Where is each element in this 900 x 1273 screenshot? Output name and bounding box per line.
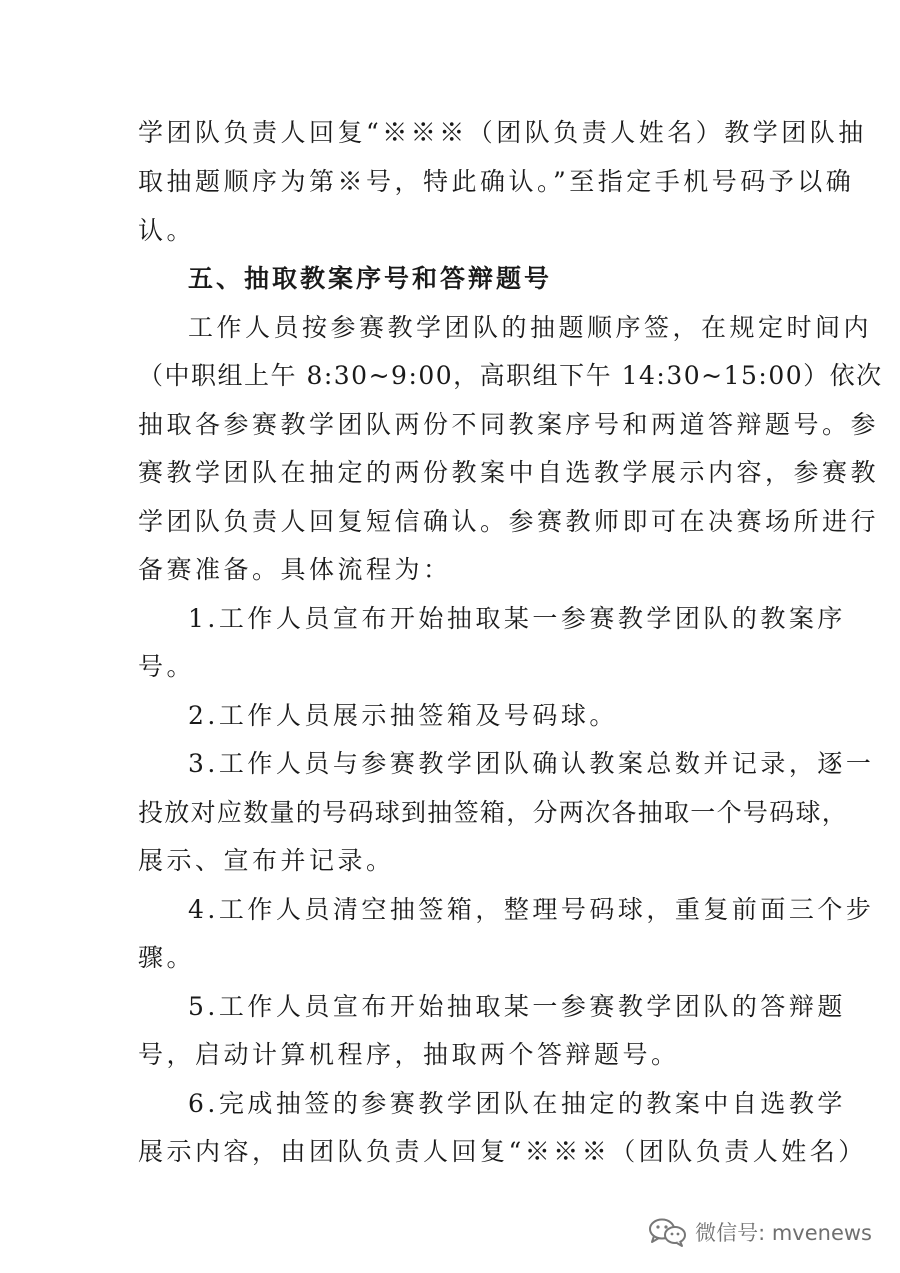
- text-line: 号。: [138, 652, 196, 681]
- text-line: 展示、宣布并记录。: [138, 846, 395, 875]
- section-heading: 五、抽取教案序号和答辩题号: [188, 264, 553, 293]
- list-item: 6.完成抽签的参赛教学团队在抽定的教案中自选教学: [188, 1089, 846, 1118]
- watermark-text: 微信号: mvenews: [695, 1221, 872, 1245]
- text-line: 骤。: [138, 943, 196, 972]
- list-item: 4.工作人员清空抽签箱，整理号码球，重复前面三个步: [188, 895, 875, 924]
- text-line: 抽取各参赛教学团队两份不同教案序号和两道答辩题号。参: [138, 410, 880, 439]
- text-line: 投放对应数量的号码球到抽签箱，分两次各抽取一个号码球，: [138, 798, 849, 827]
- list-item: 1.工作人员宣布开始抽取某一参赛教学团队的教案序: [188, 604, 846, 633]
- text-line: 赛教学团队在抽定的两份教案中自选教学展示内容，参赛教: [138, 458, 880, 487]
- paragraph-start: 工作人员按参赛教学团队的抽题顺序签，在规定时间内: [188, 313, 873, 342]
- list-item: 2.工作人员展示抽签箱及号码球。: [188, 701, 618, 730]
- list-item: 5.工作人员宣布开始抽取某一参赛教学团队的答辩题: [188, 992, 846, 1021]
- text-line: 认。: [138, 216, 196, 245]
- text-line: 学团队负责人回复短信确认。参赛教师即可在决赛场所进行: [138, 507, 880, 536]
- wechat-watermark: [647, 1216, 872, 1248]
- wechat-icon: [647, 1216, 687, 1248]
- text-line: 取抽题顺序为第※号，特此确认。”至指定手机号码予以确: [138, 167, 855, 196]
- text-line: 学团队负责人回复“※※※（团队负责人姓名）教学团队抽: [138, 118, 867, 147]
- text-line: 展示内容，由团队负责人回复“※※※（团队负责人姓名）: [138, 1137, 867, 1166]
- text-line: 备赛准备。具体流程为：: [138, 555, 452, 584]
- list-item: 3.工作人员与参赛教学团队确认教案总数并记录，逐一: [188, 749, 875, 778]
- text-line: （中职组上午 8:30~9:00，高职组下午 14:30~15:00）依次: [138, 361, 883, 390]
- text-line: 号，启动计算机程序，抽取两个答辩题号。: [138, 1040, 680, 1069]
